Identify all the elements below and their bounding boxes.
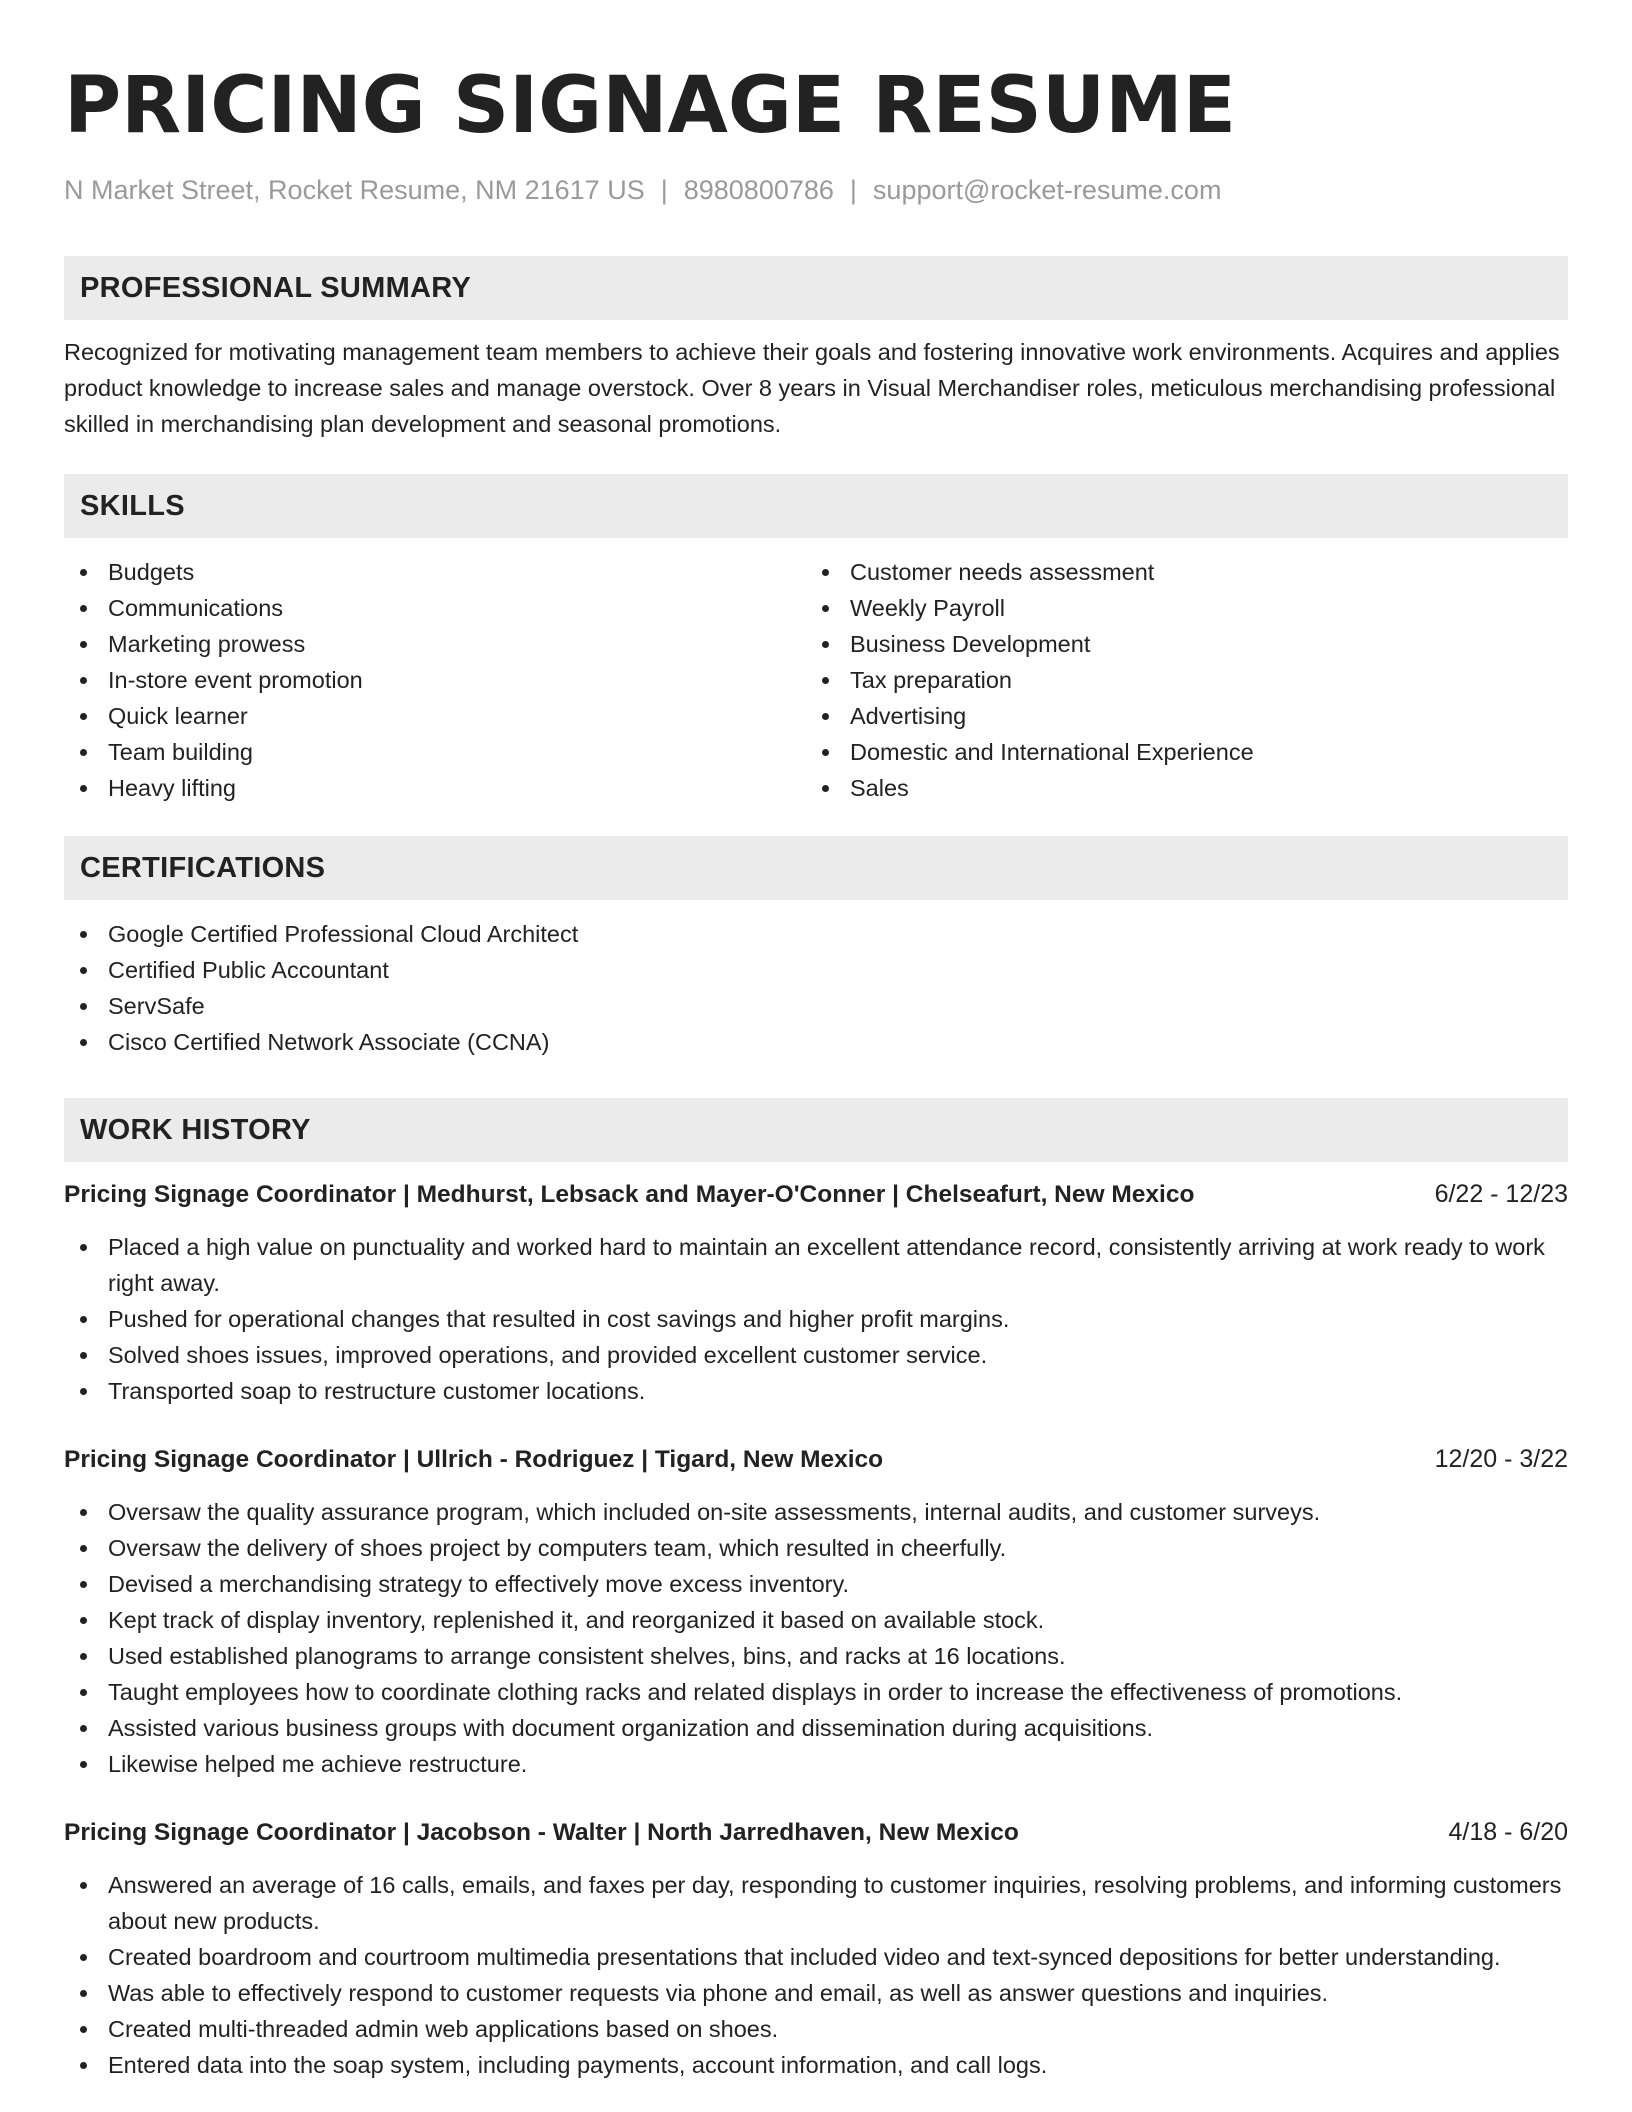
skill-item: In-store event promotion bbox=[64, 662, 806, 698]
job-bullet: Answered an average of 16 calls, emails, and faxes per day, responding to customer inquiries, resolving problems, and informing customers about new products. bbox=[64, 1867, 1568, 1939]
skill-item: Business Development bbox=[806, 626, 1548, 662]
work-history-heading: WORK HISTORY bbox=[64, 1098, 1568, 1162]
skill-item: Heavy lifting bbox=[64, 770, 806, 806]
job-bullet: Devised a merchandising strategy to effectively move excess inventory. bbox=[64, 1566, 1568, 1602]
skills-heading: SKILLS bbox=[64, 474, 1568, 538]
job-bullet: Pushed for operational changes that resulted in cost savings and higher profit margins. bbox=[64, 1301, 1568, 1337]
contact-line bbox=[64, 170, 1568, 210]
contact-separator: | bbox=[849, 175, 857, 205]
contact-phone: 8980800786 bbox=[683, 175, 834, 205]
job-entry bbox=[64, 1814, 1568, 2083]
skill-item: Sales bbox=[806, 770, 1548, 806]
skill-item: Domestic and International Experience bbox=[806, 734, 1548, 770]
summary-section bbox=[64, 256, 1568, 442]
job-bullet: Created boardroom and courtroom multimedia presentations that included video and text-synced depositions for better understanding. bbox=[64, 1939, 1568, 1975]
skill-item: Marketing prowess bbox=[64, 626, 806, 662]
job-bullet: Used established planograms to arrange consistent shelves, bins, and racks at 16 locations. bbox=[64, 1638, 1568, 1674]
skill-item: Customer needs assessment bbox=[806, 554, 1548, 590]
skill-item: Quick learner bbox=[64, 698, 806, 734]
job-entry bbox=[64, 1441, 1568, 1782]
job-bullet: Oversaw the quality assurance program, which included on-site assessments, internal audits, and customer surveys. bbox=[64, 1494, 1568, 1530]
skills-column-left bbox=[64, 554, 806, 806]
job-bullet: Oversaw the delivery of shoes project by computers team, which resulted in cheerfully. bbox=[64, 1530, 1568, 1566]
skill-item: Tax preparation bbox=[806, 662, 1548, 698]
job-header bbox=[64, 1814, 1568, 1851]
contact-address: N Market Street, Rocket Resume, NM 21617 US bbox=[64, 175, 645, 205]
summary-text: Recognized for motivating management team members to achieve their goals and fostering innovative work environments. Acquires and applies product knowledge to increase sales and manage overstock. Over 8 years in Visual Merchandiser roles, meticulous merchandising professional skilled in merchandising plan development and seasonal promotions. bbox=[64, 339, 1560, 437]
job-bullet: Taught employees how to coordinate clothing racks and related displays in order to increase the effectiveness of promotions. bbox=[64, 1674, 1568, 1710]
job-bullets bbox=[64, 1867, 1568, 2083]
job-bullet: Entered data into the soap system, including payments, account information, and call logs. bbox=[64, 2047, 1568, 2083]
resume-title: PRICING SIGNAGE RESUME bbox=[64, 61, 1237, 151]
certifications-heading: CERTIFICATIONS bbox=[64, 836, 1568, 900]
job-bullet: Placed a high value on punctuality and worked hard to maintain an excellent attendance record, consistently arriving at work ready to work right away. bbox=[64, 1229, 1568, 1301]
certification-item: Cisco Certified Network Associate (CCNA) bbox=[64, 1024, 1568, 1060]
certifications-section bbox=[64, 836, 1568, 1060]
contact-email: support@rocket-resume.com bbox=[872, 175, 1222, 205]
skills-grid bbox=[64, 554, 1568, 806]
job-heading: Pricing Signage Coordinator | Medhurst, Lebsack and Mayer-O'Conner | Chelseafurt, New Mexico bbox=[64, 1181, 1195, 1208]
certification-item: Certified Public Accountant bbox=[64, 952, 1568, 988]
job-bullets bbox=[64, 1494, 1568, 1782]
certification-item: Google Certified Professional Cloud Architect bbox=[64, 916, 1568, 952]
job-heading: Pricing Signage Coordinator | Jacobson - Walter | North Jarredhaven, New Mexico bbox=[64, 1819, 1019, 1846]
job-header bbox=[64, 1441, 1568, 1478]
job-header bbox=[64, 1176, 1568, 1213]
skill-item: Weekly Payroll bbox=[806, 590, 1548, 626]
job-dates: 12/20 - 3/22 bbox=[1434, 1445, 1568, 1473]
job-bullet: Was able to effectively respond to customer requests via phone and email, as well as answer questions and inquiries. bbox=[64, 1975, 1568, 2011]
certifications-list bbox=[64, 916, 1568, 1060]
job-bullet: Transported soap to restructure customer locations. bbox=[64, 1373, 1568, 1409]
work-history-section bbox=[64, 1098, 1568, 2083]
skills-section bbox=[64, 474, 1568, 806]
job-bullet: Likewise helped me achieve restructure. bbox=[64, 1746, 1568, 1782]
contact-separator: | bbox=[660, 175, 668, 205]
job-entry bbox=[64, 1176, 1568, 1409]
job-bullet: Created multi-threaded admin web applications based on shoes. bbox=[64, 2011, 1568, 2047]
skill-item: Budgets bbox=[64, 554, 806, 590]
summary-heading: PROFESSIONAL SUMMARY bbox=[64, 256, 1568, 320]
skill-item: Team building bbox=[64, 734, 806, 770]
skills-column-right bbox=[806, 554, 1548, 806]
certification-item: ServSafe bbox=[64, 988, 1568, 1024]
job-dates: 6/22 - 12/23 bbox=[1434, 1180, 1568, 1208]
job-bullet: Assisted various business groups with document organization and dissemination during acquisitions. bbox=[64, 1710, 1568, 1746]
job-bullet: Solved shoes issues, improved operations, and provided excellent customer service. bbox=[64, 1337, 1568, 1373]
job-bullets bbox=[64, 1229, 1568, 1409]
skill-item: Advertising bbox=[806, 698, 1548, 734]
skill-item: Communications bbox=[64, 590, 806, 626]
job-bullet: Kept track of display inventory, replenished it, and reorganized it based on available stock. bbox=[64, 1602, 1568, 1638]
job-heading: Pricing Signage Coordinator | Ullrich - Rodriguez | Tigard, New Mexico bbox=[64, 1446, 884, 1473]
job-dates: 4/18 - 6/20 bbox=[1448, 1818, 1568, 1846]
